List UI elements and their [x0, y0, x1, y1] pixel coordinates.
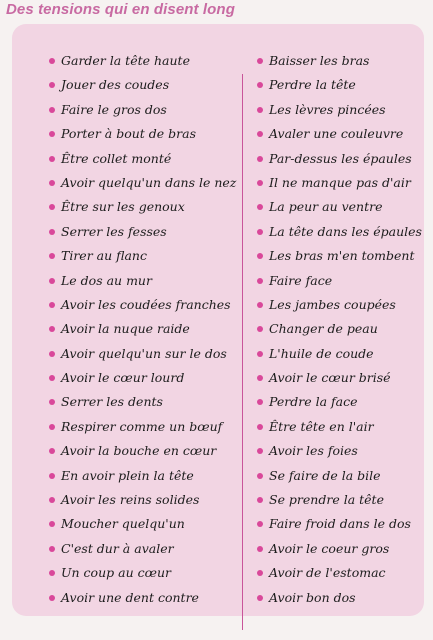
bullet-icon [49, 131, 55, 137]
expression-text: L'huile de coude [269, 345, 374, 361]
bullet-icon [257, 570, 263, 576]
expression-text: Respirer comme un bœuf [61, 418, 223, 434]
list-item [49, 244, 236, 268]
list-item [49, 98, 236, 122]
bullet-icon [49, 82, 55, 88]
bullet-icon [257, 302, 263, 308]
expression-text: Avoir les coudées franches [61, 296, 231, 312]
expression-text: Avoir les foies [269, 443, 358, 459]
bullet-icon [257, 521, 263, 527]
list-item [49, 171, 236, 195]
bullet-icon [49, 229, 55, 235]
expression-text: Il ne manque pas d'air [269, 174, 411, 190]
expression-text: Avaler une couleuvre [269, 126, 404, 142]
expression-text: Avoir quelqu'un sur le dos [61, 345, 227, 361]
left-column [49, 49, 236, 610]
expression-text: Jouer des coudes [61, 77, 170, 93]
expression-text: Avoir quelqu'un dans le nez [61, 174, 237, 190]
bullet-icon [49, 204, 55, 210]
expression-text: Avoir le coeur gros [269, 540, 390, 556]
list-item [257, 390, 422, 414]
list-item [257, 439, 422, 463]
expression-text: Perdre la face [269, 394, 358, 410]
list-item [257, 220, 422, 244]
list-item [49, 390, 236, 414]
expression-text: En avoir plein la tête [61, 467, 194, 483]
bullet-icon [257, 399, 263, 405]
list-item [257, 342, 422, 366]
bullet-icon [49, 253, 55, 259]
bullet-icon [257, 546, 263, 552]
bullet-icon [257, 595, 263, 601]
list-item [49, 122, 236, 146]
column-divider [242, 74, 243, 630]
expression-text: Un coup au cœur [61, 565, 171, 581]
list-item [49, 415, 236, 439]
expression-text: Faire face [269, 272, 333, 288]
bullet-icon [257, 424, 263, 430]
expression-text: Être sur les genoux [61, 199, 185, 215]
list-item [49, 342, 236, 366]
list-item [257, 49, 422, 73]
list-item [49, 147, 236, 171]
list-item [257, 488, 422, 512]
bullet-icon [49, 595, 55, 601]
bullet-icon [49, 302, 55, 308]
expression-text: Garder la tête haute [61, 53, 190, 68]
expression-text: C'est dur à avaler [61, 540, 174, 556]
bullet-icon [49, 351, 55, 357]
bullet-icon [49, 326, 55, 332]
list-item [49, 439, 236, 463]
list-item [257, 464, 422, 488]
list-item [49, 488, 236, 512]
list-item [49, 293, 236, 317]
bullet-icon [49, 107, 55, 113]
bullet-icon [257, 253, 263, 259]
bullet-icon [49, 521, 55, 527]
bullet-icon [49, 399, 55, 405]
expression-text: La tête dans les épaules [269, 223, 422, 239]
expression-text: Être collet monté [61, 150, 172, 166]
expression-text: Avoir bon dos [269, 589, 356, 605]
expression-text: Avoir la nuque raide [61, 321, 190, 337]
list-item [257, 366, 422, 390]
list-item [257, 122, 422, 146]
bullet-icon [257, 58, 263, 64]
list-item [257, 586, 422, 610]
bullet-icon [257, 131, 263, 137]
expression-text: Tirer au flanc [61, 248, 147, 264]
expression-text: Avoir le cœur brisé [269, 370, 391, 386]
list-item [49, 512, 236, 536]
expression-text: Se faire de la bile [269, 467, 381, 483]
expression-text: Avoir la bouche en cœur [61, 443, 217, 459]
bullet-icon [257, 82, 263, 88]
list-item [257, 98, 422, 122]
expression-text: Perdre la tête [269, 77, 356, 93]
expression-text: La peur au ventre [269, 199, 383, 215]
list-item [257, 269, 422, 293]
expression-text: Porter à bout de bras [61, 126, 196, 142]
bullet-icon [257, 326, 263, 332]
expression-text: Faire froid dans le dos [269, 516, 411, 532]
expression-text: Avoir une dent contre [61, 589, 199, 605]
bullet-icon [257, 204, 263, 210]
list-item [49, 586, 236, 610]
list-item [257, 171, 422, 195]
expression-text: Baisser les bras [269, 53, 370, 68]
expression-text: Les bras m'en tombent [269, 248, 415, 264]
list-item [257, 415, 422, 439]
expression-text: Avoir le cœur lourd [61, 370, 185, 386]
bullet-icon [49, 180, 55, 186]
expression-text: Les lèvres pincées [269, 101, 386, 117]
expressions-box [12, 24, 424, 616]
bullet-icon [49, 497, 55, 503]
bullet-icon [49, 58, 55, 64]
bullet-icon [257, 278, 263, 284]
expression-text: Serrer les fesses [61, 223, 167, 239]
expression-text: Changer de peau [269, 321, 378, 337]
expression-text: Serrer les dents [61, 394, 163, 410]
list-item [49, 220, 236, 244]
list-item [257, 293, 422, 317]
list-item [49, 269, 236, 293]
list-item [49, 561, 236, 585]
expression-text: Avoir les reins solides [61, 492, 200, 508]
list-item [257, 244, 422, 268]
bullet-icon [257, 351, 263, 357]
bullet-icon [257, 473, 263, 479]
list-item [257, 561, 422, 585]
bullet-icon [257, 375, 263, 381]
bullet-icon [49, 156, 55, 162]
page-title: Des tensions qui en disent long [6, 1, 235, 18]
bullet-icon [257, 497, 263, 503]
expression-text: Faire le gros dos [61, 101, 167, 117]
right-column [257, 49, 422, 610]
expression-text: Les jambes coupées [269, 296, 396, 312]
list-item [257, 73, 422, 97]
bullet-icon [257, 156, 263, 162]
list-item [257, 195, 422, 219]
list-item [49, 317, 236, 341]
bullet-icon [257, 229, 263, 235]
expression-text: Moucher quelqu'un [61, 516, 185, 532]
bullet-icon [257, 107, 263, 113]
list-item [49, 49, 236, 73]
list-item [257, 317, 422, 341]
list-item [257, 537, 422, 561]
bullet-icon [49, 375, 55, 381]
bullet-icon [49, 448, 55, 454]
list-item [49, 195, 236, 219]
expression-text: Avoir de l'estomac [269, 565, 386, 581]
expression-text: Se prendre la tête [269, 492, 384, 508]
bullet-icon [49, 424, 55, 430]
expression-text: Être tête en l'air [269, 418, 374, 434]
list-item [257, 512, 422, 536]
expression-text: Le dos au mur [61, 272, 152, 288]
expression-text: Par-dessus les épaules [269, 150, 412, 166]
bullet-icon [49, 546, 55, 552]
bullet-icon [257, 180, 263, 186]
list-item [49, 366, 236, 390]
list-item [49, 73, 236, 97]
bullet-icon [49, 570, 55, 576]
bullet-icon [49, 278, 55, 284]
bullet-icon [257, 448, 263, 454]
list-item [49, 464, 236, 488]
list-item [49, 537, 236, 561]
list-item [257, 147, 422, 171]
bullet-icon [49, 473, 55, 479]
